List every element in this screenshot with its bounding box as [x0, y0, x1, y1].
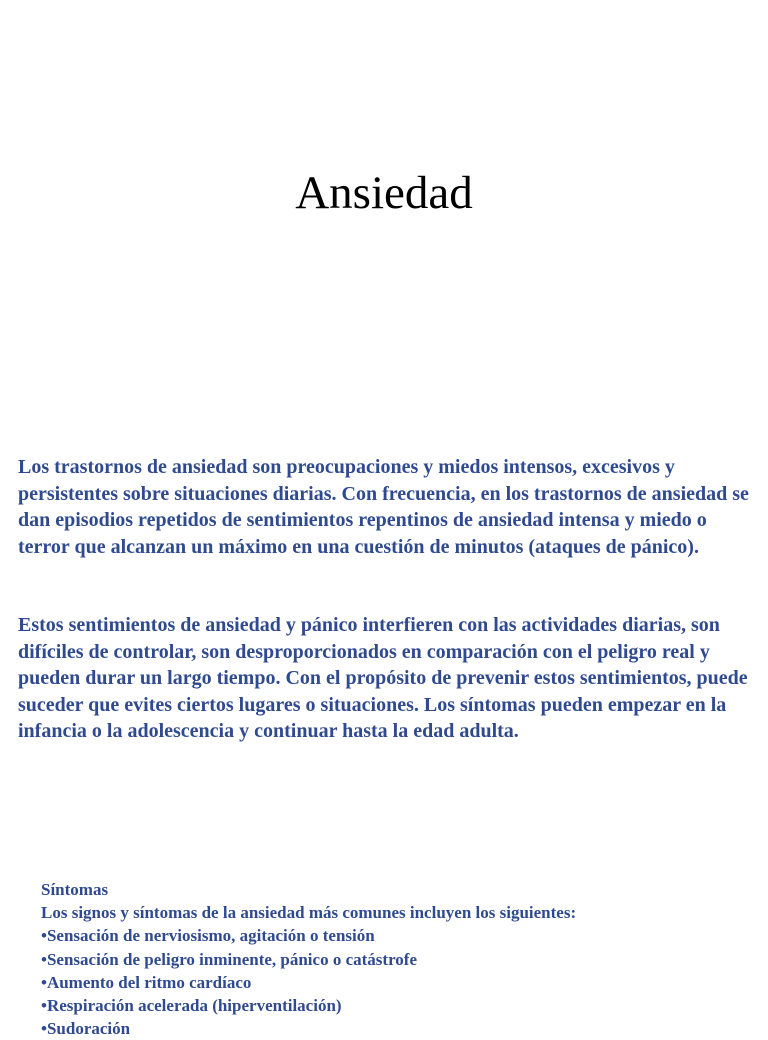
symptoms-intro: Los signos y síntomas de la ansiedad más comunes incluyen los siguientes:: [41, 903, 577, 923]
symptom-item: •Aumento del ritmo cardíaco: [41, 972, 252, 992]
intro-paragraph: Los trastornos de ansiedad son preocupaciones y miedos intensos, excesivos y persistentes sobre situaciones diarias. Con frecuencia, en los trastornos de ansiedad se dan episodios repetidos de sentimientos repentinos de ansiedad intensa y miedo o terror que alcanzan un máximo en una cuestión de minutos (ataques de pánico).: [18, 456, 749, 558]
page-title: Ansiedad: [295, 167, 473, 219]
symptoms-heading: Síntomas: [41, 880, 109, 899]
symptom-item: •Sudoración: [41, 1019, 131, 1039]
symptom-item: •Sensación de nerviosismo, agitación o tensión: [41, 926, 375, 946]
symptoms-section: [41, 878, 751, 1040]
symptom-item: •Sensación de peligro inminente, pánico o catástrofe: [41, 949, 418, 969]
symptom-item: •Respiración acelerada (hiperventilación): [41, 996, 342, 1016]
second-paragraph: Estos sentimientos de ansiedad y pánico interfieren con las actividades diarias, son difíciles de controlar, son desproporcionados en comparación con el peligro real y pueden durar un largo tiempo. Con el propósito de prevenir estos sentimientos, puede suceder que evites ciertos lugares o situaciones. Los síntomas pueden empezar en la infancia o la adolescencia y continuar hasta la edad adulta.: [18, 614, 748, 743]
